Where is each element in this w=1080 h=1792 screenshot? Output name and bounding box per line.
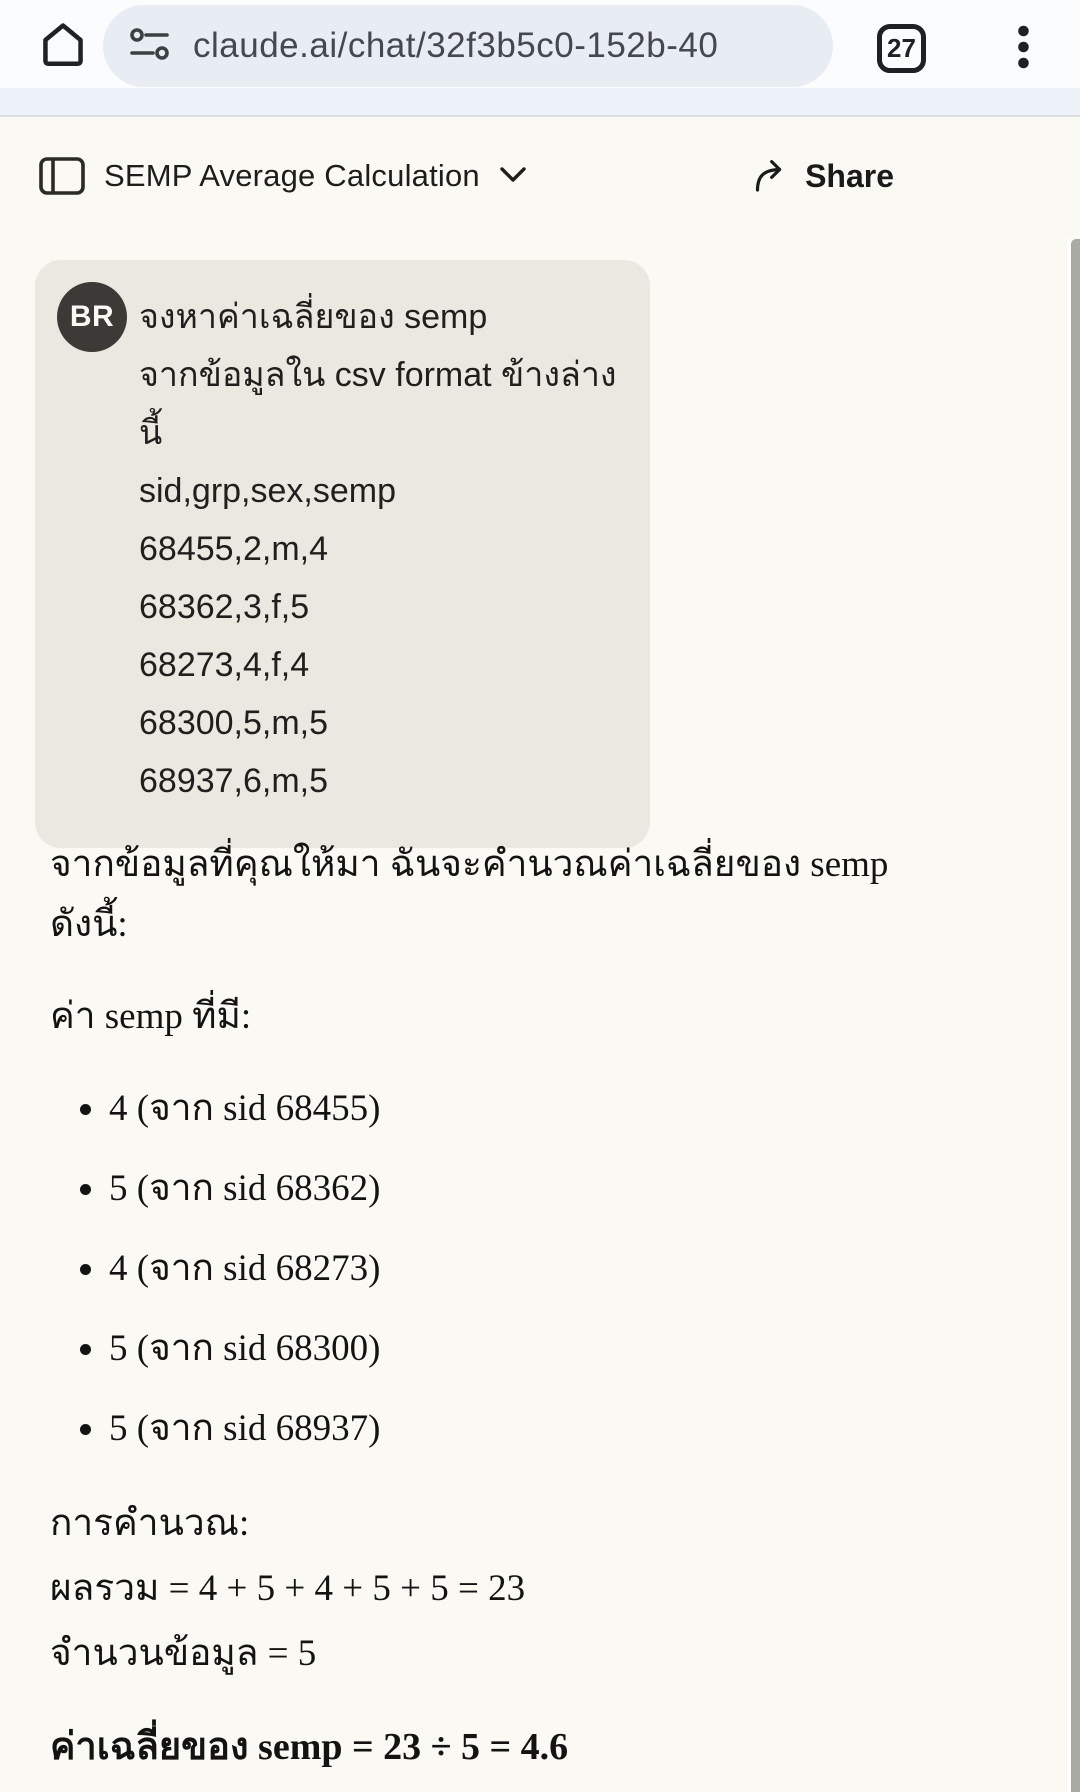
list-item — [50, 1399, 1040, 1459]
assistant-intro-paragraph — [50, 835, 1040, 955]
assistant-list-heading: ค่า semp ที่มี: — [50, 996, 252, 1037]
list-item-text: 5 (จาก sid 68937) — [109, 1408, 381, 1449]
assistant-intro-line1: จากข้อมูลที่คุณให้มา ฉันจะคำนวณค่าเฉลี่ยของ semp — [50, 844, 889, 885]
chevron-down-icon — [498, 165, 528, 188]
tab-count: 27 — [887, 33, 916, 63]
list-item — [50, 1319, 1040, 1379]
scrollbar-track — [1067, 239, 1080, 1792]
list-item-text: 5 (จาก sid 68300) — [109, 1328, 381, 1369]
share-arrow-icon — [749, 155, 791, 198]
assistant-intro-line2: ดังนี้: — [50, 904, 128, 945]
assistant-message — [50, 835, 1040, 1778]
list-item-text: 4 (จาก sid 68455) — [109, 1088, 381, 1129]
result-line: ค่าเฉลี่ยของ semp = 23 ÷ 5 = 4.6 — [50, 1726, 569, 1768]
list-item — [50, 1159, 1040, 1219]
user-message-line: 68362,3,f,5 — [139, 588, 310, 626]
bullet-icon — [80, 1264, 91, 1275]
sidebar-toggle-button[interactable] — [38, 157, 86, 197]
user-message-line: จงหาค่าเฉลี่ยของ semp — [139, 298, 488, 336]
bullet-icon — [80, 1104, 91, 1115]
address-bar[interactable] — [103, 5, 833, 87]
browser-bottom-strip — [0, 88, 1080, 117]
list-item — [50, 1079, 1040, 1139]
chat-header — [0, 141, 1080, 211]
conversation-title: SEMP Average Calculation — [104, 158, 480, 193]
user-message-line: 68300,5,m,5 — [139, 704, 329, 742]
conversation-title-menu[interactable] — [104, 141, 528, 211]
home-icon — [36, 16, 90, 75]
user-message-line: sid,grp,sex,semp — [139, 472, 396, 510]
url-text: claude.ai/chat/32f3b5c0-152b-40 — [193, 26, 719, 65]
user-message-bubble — [35, 260, 650, 848]
tab-switcher-button[interactable] — [877, 24, 926, 73]
bullet-icon — [80, 1184, 91, 1195]
browser-menu-button[interactable] — [1004, 22, 1042, 76]
user-message-text — [139, 288, 626, 810]
share-button[interactable] — [749, 141, 894, 211]
site-controls-icon[interactable] — [129, 25, 171, 68]
calculation-sum: ผลรวม = 4 + 5 + 4 + 5 + 5 = 23 — [50, 1568, 526, 1609]
user-message-line: 68273,4,f,4 — [139, 646, 310, 684]
claude-chat-page — [0, 119, 1080, 1792]
list-item — [50, 1239, 1040, 1299]
bullet-icon — [80, 1344, 91, 1355]
user-message-line: จากข้อมูลใน csv format ข้างล่างนี้ — [139, 356, 617, 452]
calculation-block — [50, 1491, 1040, 1686]
semp-values-list — [50, 1079, 1040, 1459]
calculation-heading: การคำนวณ: — [50, 1503, 250, 1544]
browser-top-bar — [0, 0, 1080, 88]
user-message-line: 68937,6,m,5 — [139, 762, 329, 800]
list-item-text: 4 (จาก sid 68273) — [109, 1248, 381, 1289]
sidebar-panel-icon — [39, 157, 85, 198]
home-button[interactable] — [34, 14, 92, 76]
scrollbar-thumb[interactable] — [1071, 239, 1080, 1792]
share-label: Share — [805, 157, 894, 194]
bullet-icon — [80, 1424, 91, 1435]
three-dot-menu-icon — [1017, 25, 1030, 74]
user-message-line: 68455,2,m,4 — [139, 530, 329, 568]
list-item-text: 5 (จาก sid 68362) — [109, 1168, 381, 1209]
calculation-count: จำนวนข้อมูล = 5 — [50, 1633, 317, 1674]
user-avatar: BR — [57, 282, 127, 352]
